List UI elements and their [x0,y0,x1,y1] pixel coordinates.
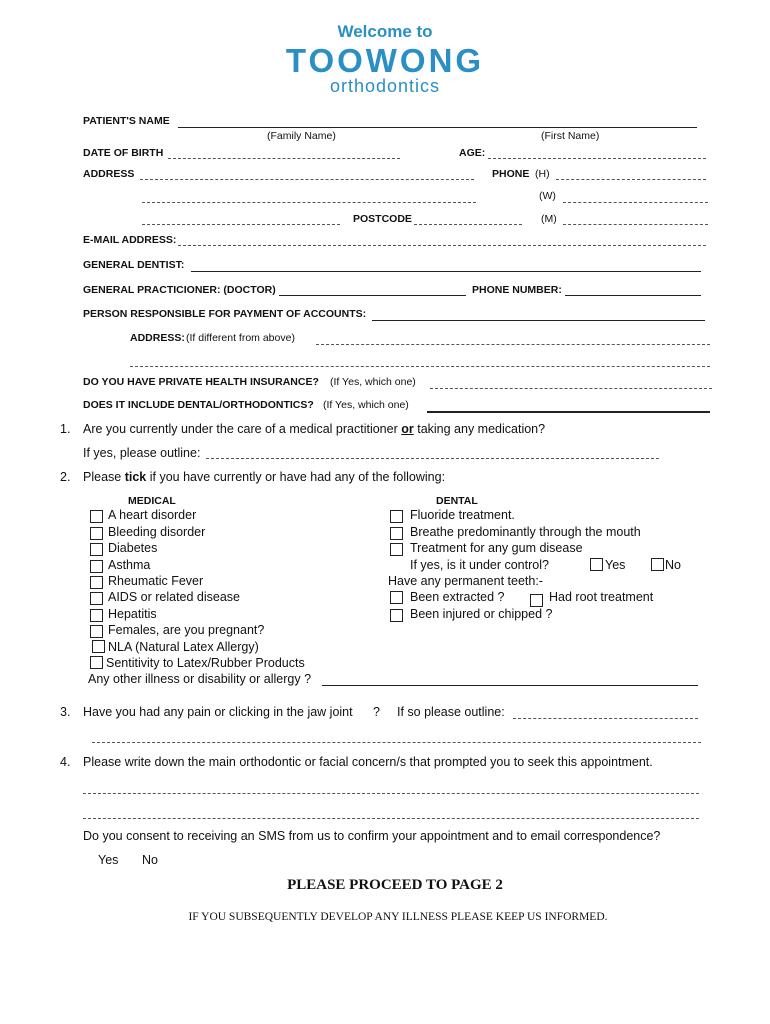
phone-label: PHONE [492,168,530,180]
first-name-caption: (First Name) [541,130,600,142]
medical-item-4: Rheumatic Fever [108,574,204,588]
gum-control-yes-checkbox[interactable] [590,558,603,571]
dental-checkbox-1[interactable] [390,527,403,540]
phone-w-field[interactable] [563,202,708,203]
email-field[interactable] [178,245,706,246]
phone-number-label: PHONE NUMBER: [472,284,562,296]
medical-item-8: NLA (Natural Latex Allergy) [108,640,259,654]
other-illness-label: Any other illness or disability or allergy ? [88,672,312,686]
logo-subtitle: orthodontics [329,76,441,96]
age-label: AGE: [459,147,486,159]
family-name-caption: (Family Name) [267,130,336,142]
q2-question [83,470,445,484]
health-insurance-label: DO YOU HAVE PRIVATE HEALTH INSURANCE? [83,376,319,388]
health-insurance-field[interactable] [430,388,712,389]
patient-name-field[interactable] [178,127,697,128]
phone-m-field[interactable] [563,224,708,225]
q3-number: 3. [60,705,71,719]
general-dentist-label: GENERAL DENTIST: [83,259,185,271]
root-treatment-label: Had root treatment [549,590,654,604]
medical-checkbox-7[interactable] [90,625,103,638]
extracted-checkbox[interactable] [390,591,403,604]
dental-item-0: Fluoride treatment. [410,508,515,522]
medical-item-0: A heart disorder [108,508,197,522]
address-label: ADDRESS [83,168,135,180]
q3-outline-field-1[interactable] [513,718,698,719]
q1-outline-label: If yes, please outline: [83,446,201,460]
medical-item-9: Sentitivity to Latex/Rubber Products [106,656,305,670]
consent-yes[interactable]: Yes [98,853,119,867]
gp-label: GENERAL PRACTICIONER: (DOCTOR) [83,284,276,296]
medical-checkbox-9[interactable] [90,656,103,669]
medical-checkbox-0[interactable] [90,510,103,523]
medical-checkbox-3[interactable] [90,560,103,573]
dental-item-1: Breathe predominantly through the mouth [410,525,641,539]
medical-item-3: Asthma [108,558,151,572]
q2-number: 2. [60,470,71,484]
q3-outline-label: If so please outline: [397,705,505,719]
q1-text-a: Are you currently under the care of a medical practitioner [83,422,398,436]
person-responsible-label: PERSON RESPONSIBLE FOR PAYMENT OF ACCOUNTS: [83,308,367,320]
proceed-notice: PLEASE PROCEED TO PAGE 2 [287,877,503,893]
q2-text-a: Please [83,470,122,484]
general-dentist-field[interactable] [191,271,701,272]
phone-h-suffix: (H) [535,168,550,180]
q3-question: Have you had any pain or clicking in the jaw joint [83,705,353,719]
medical-checkbox-6[interactable] [90,609,103,622]
q4-number: 4. [60,755,71,769]
q1-outline-field[interactable] [206,458,659,459]
phone-m-label: (M) [541,213,557,225]
root-treatment-checkbox[interactable] [530,594,543,607]
q2-text-b: if you have currently or have had any of the following: [149,470,446,484]
injured-checkbox[interactable] [390,609,403,622]
medical-checkbox-1[interactable] [90,527,103,540]
consent-no[interactable]: No [142,853,158,867]
permanent-teeth-label: Have any permanent teeth:- [388,574,543,588]
medical-item-7: Females, are you pregnant? [108,623,265,637]
q4-answer-field-1[interactable] [83,793,699,794]
q4-question: Please write down the main orthodontic or facial concern/s that prompted you to seek this appointment. [83,755,653,769]
medical-item-5: AIDS or related disease [108,590,241,604]
phone-w-label: (W) [539,190,556,202]
gum-control-yes-label: Yes [605,558,626,572]
injured-label: Been injured or chipped ? [410,607,553,621]
logo-welcome: Welcome to [337,22,433,41]
consent-question: Do you consent to receiving an SMS from us to confirm your appointment and to email correspondence? [83,829,661,843]
resp-address-label: ADDRESS: [130,332,185,344]
address-line-1[interactable] [140,179,474,180]
medical-item-2: Diabetes [108,541,158,555]
phone-h-field[interactable] [556,179,706,180]
q1-text-or: or [401,422,414,436]
gp-field[interactable] [279,295,466,296]
q3-question-mark: ? [373,705,380,719]
resp-address-note: (If different from above) [186,332,295,344]
q3-outline-field-2[interactable] [92,742,701,743]
medical-checkbox-8[interactable] [92,640,105,653]
dental-include-label: DOES IT INCLUDE DENTAL/ORTHODONTICS? [83,399,314,411]
postcode-label: POSTCODE [353,213,412,225]
patient-name-label: PATIENT'S NAME [83,115,170,127]
email-label: E-MAIL ADDRESS: [83,234,177,246]
dob-label: DATE OF BIRTH [83,147,164,159]
dental-include-field[interactable] [427,411,710,413]
gum-control-label: If yes, is it under control? [410,558,549,572]
q1-text-b: taking any medication? [417,422,546,436]
age-field[interactable] [488,158,706,159]
illness-notice: IF YOU SUBSEQUENTLY DEVELOP ANY ILLNESS PLEASE KEEP US INFORMED. [188,911,608,923]
dental-checkbox-2[interactable] [390,543,403,556]
gum-control-no-label: No [665,558,681,572]
other-illness-field[interactable] [322,685,698,686]
medical-item-6: Hepatitis [108,607,157,621]
q4-answer-field-2[interactable] [83,818,699,819]
dental-include-note: (If Yes, which one) [323,399,409,411]
q1-number: 1. [60,422,71,436]
dental-header: DENTAL [436,495,478,507]
medical-header: MEDICAL [128,495,176,507]
person-responsible-field[interactable] [372,320,705,321]
address-line-3[interactable] [142,224,340,225]
gum-control-no-checkbox[interactable] [651,558,664,571]
resp-address-field-2[interactable] [130,366,710,367]
health-insurance-note: (If Yes, which one) [330,376,416,388]
medical-item-1: Bleeding disorder [108,525,206,539]
medical-checkbox-5[interactable] [90,592,103,605]
extracted-label: Been extracted ? [410,590,505,604]
medical-checkbox-4[interactable] [90,576,103,589]
postcode-field[interactable] [414,224,522,225]
q1-question [83,422,545,436]
dental-item-2: Treatment for any gum disease [410,541,583,555]
q2-text-tick: tick [124,470,147,484]
address-line-2[interactable] [142,202,476,203]
medical-checkbox-2[interactable] [90,543,103,556]
dental-checkbox-0[interactable] [390,510,403,523]
phone-number-field[interactable] [565,295,701,296]
dob-field[interactable] [168,158,400,159]
resp-address-field-1[interactable] [316,344,710,345]
logo-brand: TOOWONG [285,42,485,79]
